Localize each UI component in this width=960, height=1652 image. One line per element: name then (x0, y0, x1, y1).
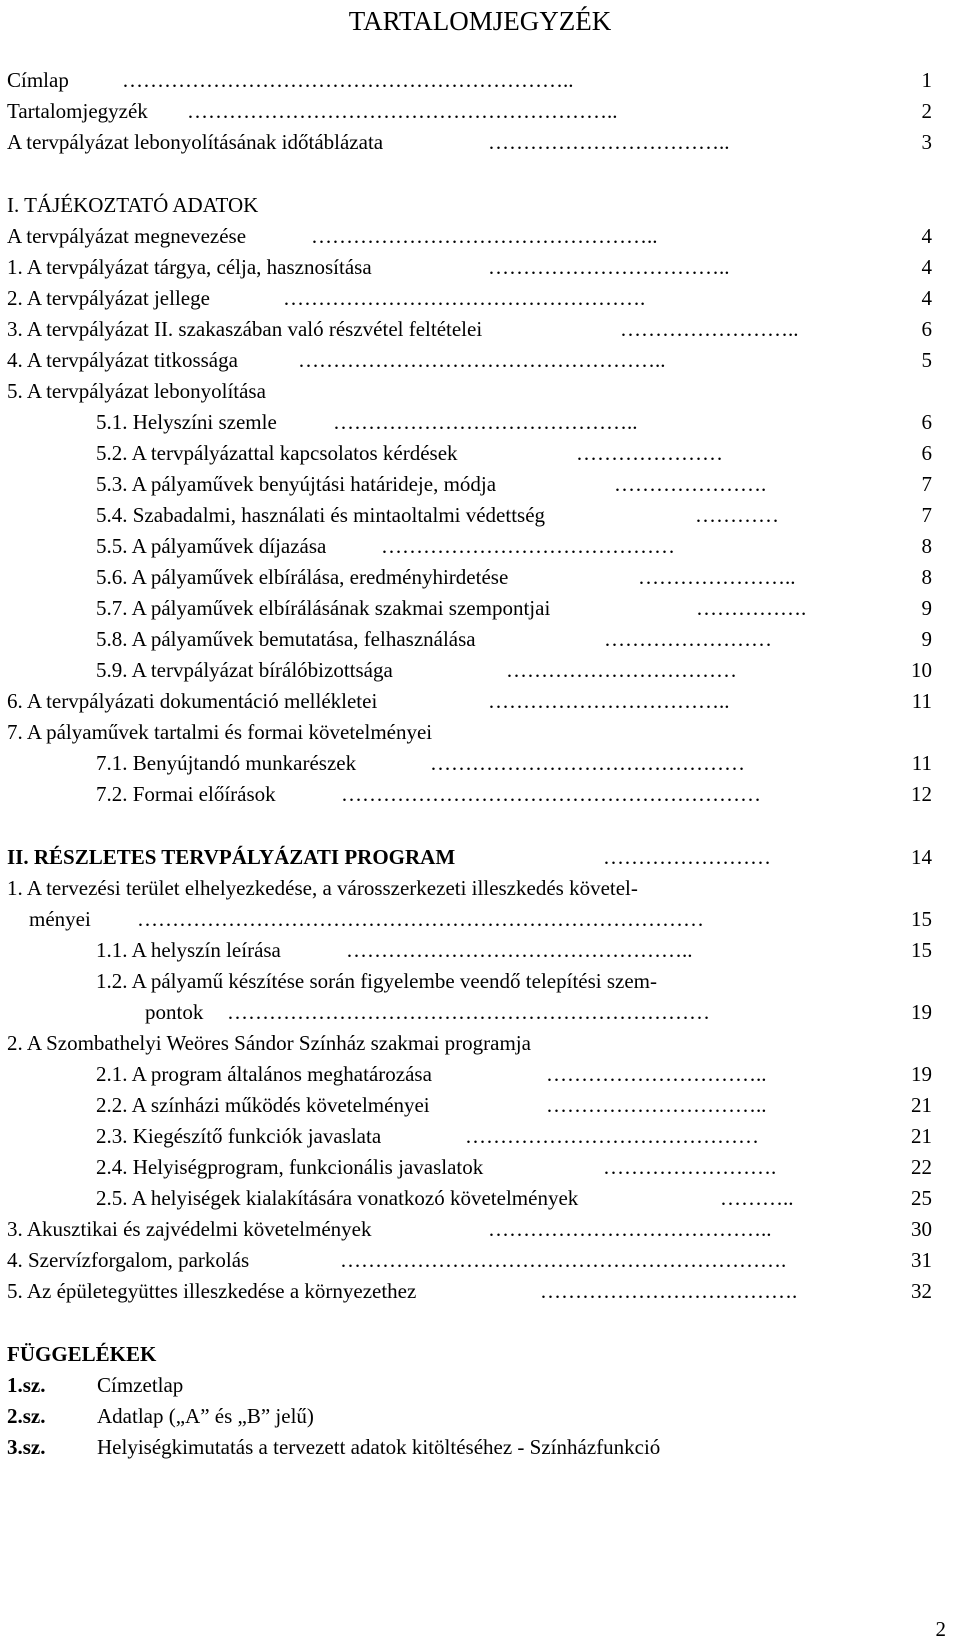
toc-leader-dots: …………………………………… (381, 534, 675, 558)
toc-line (0, 1121, 960, 1151)
toc-line (0, 1214, 960, 1244)
toc-leader-dots: …………………………………………………… (341, 782, 761, 806)
toc-line (0, 1276, 960, 1306)
toc-page-number: 10 (911, 658, 932, 682)
toc-line (0, 997, 960, 1027)
toc-line (0, 1028, 960, 1058)
toc-line (0, 873, 960, 903)
toc-leader-dots: ……………………. (603, 1155, 777, 1179)
toc-line (0, 966, 960, 996)
appendix-item-number: 3.sz. (7, 1435, 46, 1459)
appendix-item-number: 2.sz. (7, 1404, 46, 1428)
toc-entry-text: 5.6. A pályaművek elbírálása, eredményhirdetése (96, 565, 509, 589)
toc-entry-text: A tervpályázat lebonyolításának időtáblázata (7, 130, 384, 154)
toc-entry-text: 1. A tervezési terület elhelyezkedése, a városszerkezeti illeszkedés követel- (7, 876, 638, 900)
toc-leader-dots: ………………………….. (546, 1062, 767, 1086)
toc-page-number: 6 (921, 317, 932, 341)
section-heading (0, 190, 960, 220)
toc-leader-dots: …………………… (604, 627, 772, 651)
toc-line (0, 314, 960, 344)
toc-line (0, 779, 960, 809)
toc-leader-dots: ……………………………………… (430, 751, 745, 775)
toc-page-number: 30 (911, 1217, 932, 1241)
appendix-item (0, 1432, 960, 1462)
toc-page-number: 32 (911, 1279, 932, 1303)
toc-leader-dots: …………………………….. (488, 130, 730, 154)
toc-leader-dots: ………………… (576, 441, 723, 465)
toc-page-number: 5 (921, 348, 932, 372)
toc-page-number: 21 (911, 1124, 932, 1148)
toc-leader-dots: …………………………….. (488, 255, 730, 279)
toc-line (0, 1059, 960, 1089)
toc-page-number: 31 (911, 1248, 932, 1272)
toc-page-number: 19 (911, 1000, 932, 1024)
toc-entry-text: 2.4. Helyiségprogram, funkcionális javaslatok (96, 1155, 484, 1179)
toc-line (0, 96, 960, 126)
toc-leader-dots: ……………. (696, 596, 807, 620)
toc-page-number: 15 (911, 907, 932, 931)
toc-line (0, 221, 960, 251)
toc-line (0, 593, 960, 623)
toc-line (0, 252, 960, 282)
toc-leader-dots: ………… (695, 503, 779, 527)
toc-page-number: 4 (921, 286, 932, 310)
toc-leader-dots: …………………. (614, 472, 767, 496)
toc-entry-text: 2.1. A program általános meghatározása (96, 1062, 432, 1086)
toc-entry-text: 4. Szervízforgalom, parkolás (7, 1248, 250, 1272)
toc-leader-dots: …………………………………………………….. (187, 99, 618, 123)
toc-entry-text: 7. A pályaművek tartalmi és formai követelményei (7, 720, 433, 744)
toc-page-number: 25 (911, 1186, 932, 1210)
toc-entry-text: 6. A tervpályázati dokumentáció mellékletei (7, 689, 378, 713)
toc-entry-text: 5.7. A pályaművek elbírálásának szakmai szempontjai (96, 596, 551, 620)
toc-page-number: 12 (911, 782, 932, 806)
toc-page-number: 11 (911, 689, 932, 713)
toc-entry-text: 1. A tervpályázat tárgya, célja, hasznosítása (7, 255, 372, 279)
appendix-heading (0, 1339, 960, 1369)
toc-leader-dots: ………………………………. (540, 1279, 798, 1303)
toc-entry-text: A tervpályázat megnevezése (7, 224, 247, 248)
appendix-item-text: Címzetlap (97, 1373, 184, 1397)
toc-leader-dots: …………………………………….. (333, 410, 638, 434)
toc-page-number: 2 (921, 99, 932, 123)
toc-leader-dots: …………………………………… (465, 1124, 759, 1148)
toc-line (0, 376, 960, 406)
toc-leader-dots: ……….. (720, 1186, 794, 1210)
toc-line (0, 438, 960, 468)
toc-entry-text: 2.5. A helyiségek kialakítására vonatkozó követelmények (96, 1186, 579, 1210)
toc-page-number: 9 (921, 596, 932, 620)
toc-page-number: 4 (921, 255, 932, 279)
toc-line (0, 748, 960, 778)
appendix-item (0, 1370, 960, 1400)
toc-line (0, 904, 960, 934)
toc-line (0, 500, 960, 530)
toc-entry-text: 1.2. A pályamű készítése során figyelembe veendő telepítési szem- (96, 969, 657, 993)
appendix-title: FÜGGELÉKEK (7, 1342, 157, 1366)
appendix-item-text: Adatlap („A” és „B” jelű) (97, 1404, 314, 1428)
page-title: TARTALOMJEGYZÉK (348, 6, 612, 36)
toc-line (0, 717, 960, 747)
toc-line (0, 469, 960, 499)
section-heading: II. RÉSZLETES TERVPÁLYÁZATI PROGRAM (7, 845, 456, 869)
appendix-item (0, 1401, 960, 1431)
toc-page-number: 21 (911, 1093, 932, 1117)
toc-page-number: 7 (921, 472, 932, 496)
footer-page-number: 2 (935, 1617, 946, 1641)
toc-entry-text: 2.2. A színházi működés követelményei (96, 1093, 430, 1117)
toc-line (0, 655, 960, 685)
toc-entry-text: Címlap (7, 68, 69, 92)
toc-entry-text: 5.4. Szabadalmi, használati és mintaoltalmi védettség (96, 503, 546, 527)
toc-line (0, 345, 960, 375)
toc-line (0, 624, 960, 654)
toc-page-number: 4 (921, 224, 932, 248)
toc-entry-text: 2. A tervpályázat jellege (7, 286, 210, 310)
toc-entry-text: Tartalomjegyzék (7, 99, 148, 123)
toc-leader-dots: ………………….. (638, 565, 796, 589)
toc-entry-text: 5. A tervpályázat lebonyolítása (7, 379, 266, 403)
toc-line (0, 1090, 960, 1120)
toc-line (0, 65, 960, 95)
toc-line (0, 1183, 960, 1213)
appendix-item-text: Helyiségkimutatás a tervezett adatok kitöltéséhez - Színházfunkció (97, 1435, 661, 1459)
toc-entry-text: 4. A tervpályázat titkossága (7, 348, 238, 372)
toc-entry-text: 3. A tervpályázat II. szakaszában való részvétel feltételei (7, 317, 483, 341)
toc-page-number: 22 (911, 1155, 932, 1179)
toc-page-number: 8 (921, 534, 932, 558)
toc-entry-text: 5.5. A pályaművek díjazása (96, 534, 327, 558)
toc-line (0, 1152, 960, 1182)
toc-leader-dots: …………………….. (620, 317, 799, 341)
toc-page-number: 7 (921, 503, 932, 527)
toc-leader-dots: ……………………………………………………………………… (137, 907, 704, 931)
toc-entry-text: ményei (29, 907, 91, 931)
toc-line (0, 842, 960, 872)
toc-page-number: 15 (911, 938, 932, 962)
toc-leader-dots: …………………………………………….. (298, 348, 666, 372)
appendix-item-number: 1.sz. (7, 1373, 46, 1397)
toc-entry-text: 5.2. A tervpályázattal kapcsolatos kérdések (96, 441, 458, 465)
toc-leader-dots: …………………………… (506, 658, 737, 682)
toc-entry-text: 3. Akusztikai és zajvédelmi követelmények (7, 1217, 372, 1241)
toc-line (0, 283, 960, 313)
toc-page-number: 14 (911, 845, 932, 869)
toc-entry-text: 5.8. A pályaművek bemutatása, felhasználása (96, 627, 476, 651)
toc-line (0, 407, 960, 437)
toc-page-number: 3 (921, 130, 932, 154)
toc-entry-text: pontok (145, 1000, 204, 1024)
toc-entry-text: 5.3. A pályaművek benyújtási határideje, módja (96, 472, 497, 496)
toc-line (0, 531, 960, 561)
toc-line (0, 686, 960, 716)
toc-leader-dots: ………………………………….. (488, 1217, 772, 1241)
toc-entry-text: 2.3. Kiegészítő funkciók javaslata (96, 1124, 382, 1148)
toc-page-number: 1 (921, 68, 932, 92)
toc-page-number: 9 (921, 627, 932, 651)
toc-entry-text: 7.1. Benyújtandó munkarészek (96, 751, 357, 775)
toc-page-number: 8 (921, 565, 932, 589)
toc-leader-dots: ………………………….. (546, 1093, 767, 1117)
toc-page-number: 19 (911, 1062, 932, 1086)
toc-leader-dots: ……………………………………………………….. (122, 68, 574, 92)
toc-leader-dots: ………………………………………………………. (340, 1248, 787, 1272)
toc-line (0, 935, 960, 965)
toc-leader-dots: …………………… (603, 845, 771, 869)
toc-entry-text: 5. Az épületegyüttes illeszkedése a környezethez (7, 1279, 417, 1303)
toc-entry-text: I. TÁJÉKOZTATÓ ADATOK (7, 193, 259, 217)
toc-page-number: 6 (921, 410, 932, 434)
toc-leader-dots: ……………………………………………. (283, 286, 646, 310)
toc-leader-dots: …………………………….. (488, 689, 730, 713)
toc-leader-dots: …………………………………………………………… (227, 1000, 710, 1024)
toc-line (0, 127, 960, 157)
toc-entry-text: 7.2. Formai előírások (96, 782, 276, 806)
toc-entry-text: 1.1. A helyszín leírása (96, 938, 281, 962)
toc-entry-text: 2. A Szombathelyi Weöres Sándor Színház szakmai programja (7, 1031, 531, 1055)
toc-entry-text: 5.1. Helyszíni szemle (96, 410, 277, 434)
toc-line (0, 562, 960, 592)
toc-leader-dots: ………………………………………….. (346, 938, 693, 962)
toc-page-number: 6 (921, 441, 932, 465)
toc-line (0, 1245, 960, 1275)
toc-leader-dots: ………………………………………….. (311, 224, 658, 248)
toc-entry-text: 5.9. A tervpályázat bírálóbizottsága (96, 658, 393, 682)
toc-page-number: 11 (911, 751, 932, 775)
